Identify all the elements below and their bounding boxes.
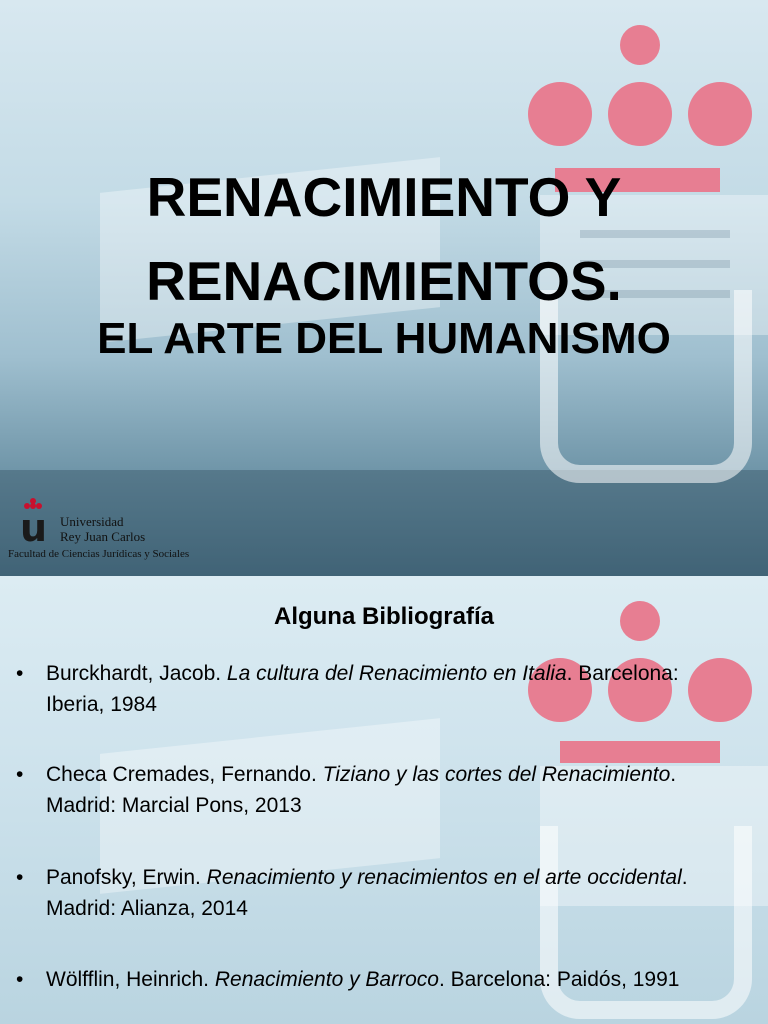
bib-author: Panofsky, Erwin.	[46, 866, 207, 889]
bib-publisher: . Madrid: Alianza, 2014	[46, 866, 688, 920]
bullet: •	[16, 763, 24, 786]
bullet: •	[16, 866, 24, 889]
university-name-line2: Rey Juan Carlos	[60, 529, 146, 544]
bib-publisher: . Barcelona: Iberia, 1984	[46, 662, 679, 716]
slide-subtitle: EL ARTE DEL HUMANISMO	[97, 314, 671, 363]
bib-author: Wölfflin, Heinrich.	[46, 968, 215, 991]
bibliography-item	[16, 964, 736, 995]
bibliography-item	[16, 759, 736, 821]
window-row	[580, 230, 730, 238]
bibliography-heading: Alguna Bibliografía	[273, 603, 494, 630]
university-name-line1: Universidad	[60, 514, 124, 529]
slide-title-line1: RENACIMIENTO Y	[146, 166, 622, 228]
bibliography-item	[16, 862, 736, 924]
bib-author: Burckhardt, Jacob.	[46, 662, 227, 685]
bullet: •	[16, 662, 24, 685]
bib-title: Renacimiento y renacimientos en el arte occidental	[206, 866, 682, 889]
pink-dot	[688, 82, 752, 146]
bullet: •	[16, 968, 24, 991]
faculty-name: Facultad de Ciencias Jurídicas y Sociales	[8, 548, 190, 560]
bib-title: Tiziano y las cortes del Renacimiento	[322, 763, 671, 786]
bib-author: Checa Cremades, Fernando.	[46, 763, 323, 786]
university-name	[60, 514, 145, 544]
pink-dot	[608, 82, 672, 146]
bibliography-item	[16, 658, 736, 720]
pink-dot	[528, 82, 592, 146]
u-logo-icon: u	[20, 506, 48, 550]
bib-title: La cultura del Renacimiento en Italia	[226, 662, 567, 685]
bib-publisher: . Barcelona: Paidós, 1991	[438, 968, 680, 991]
bib-title: Renacimiento y Barroco	[214, 968, 439, 991]
bib-publisher: . Madrid: Marcial Pons, 2013	[46, 763, 677, 817]
pink-dot	[620, 25, 660, 65]
slide-title-line2: RENACIMIENTOS.	[146, 250, 622, 312]
